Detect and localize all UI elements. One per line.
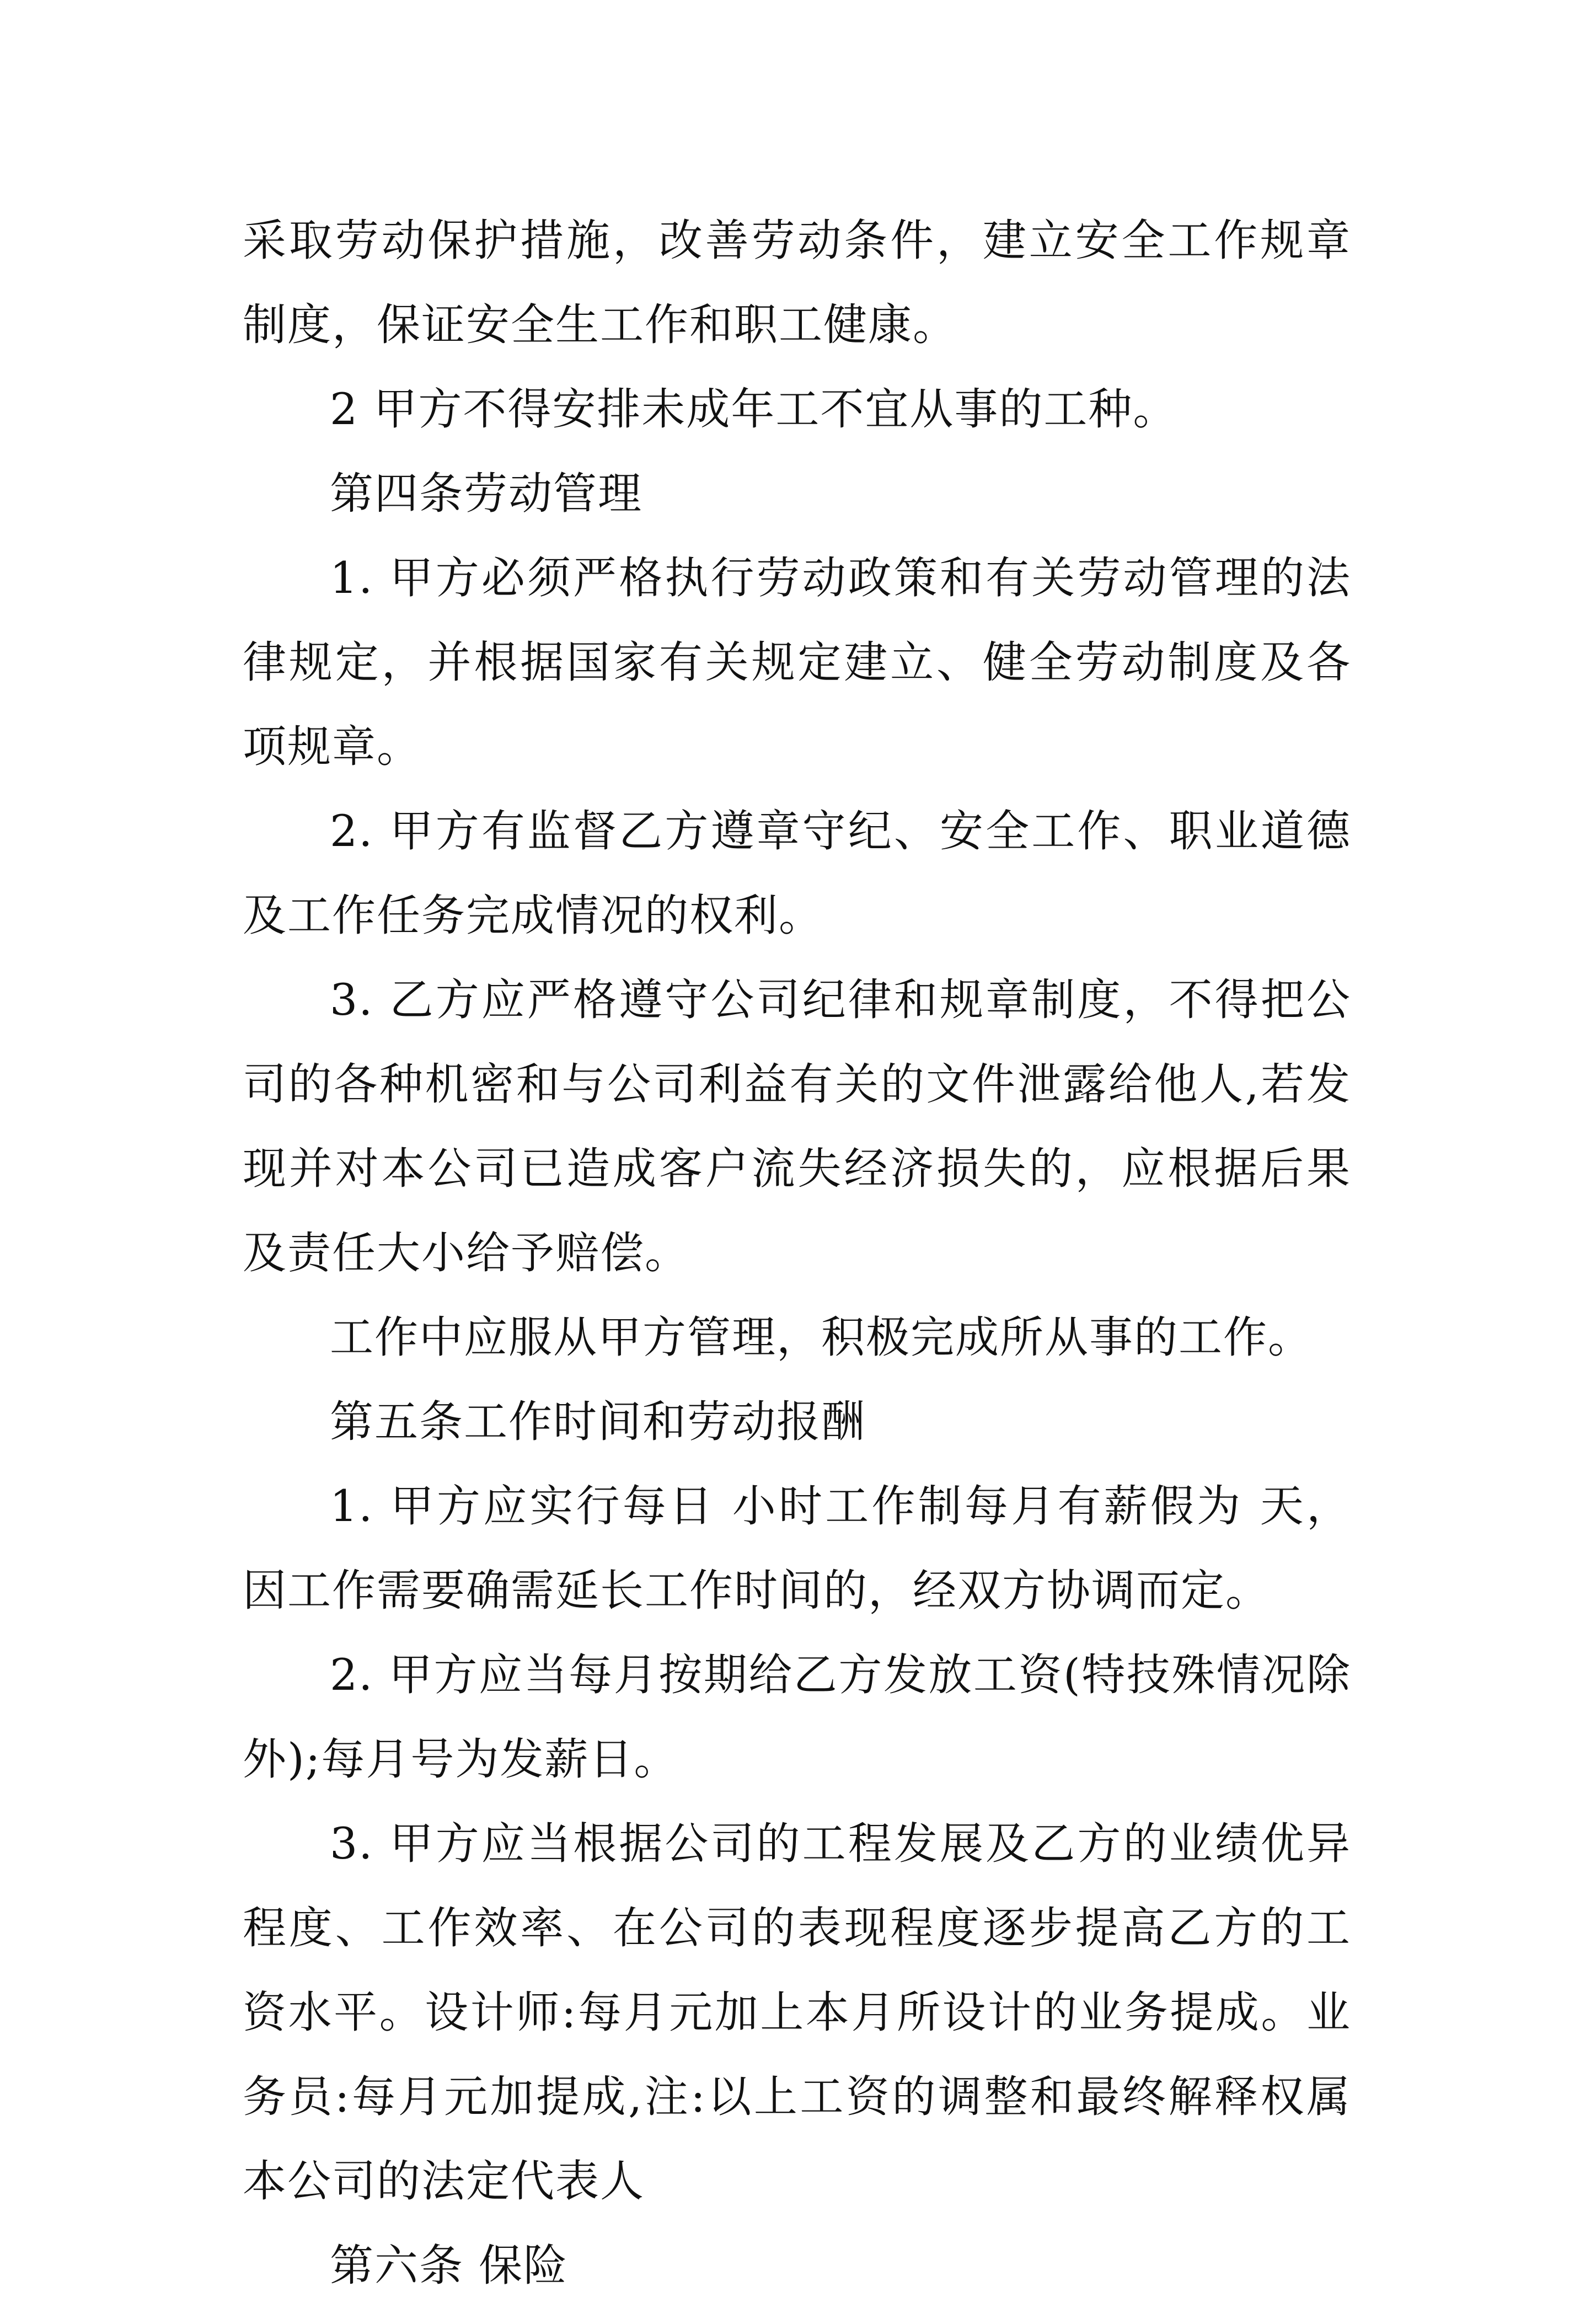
section-heading-6: 第六条 保险: [330, 2240, 569, 2291]
paragraph-4-1: 1. 甲方必须严格执行劳动政策和有关劳动管理的法律规定，并根据国家有关规定建立、健全劳动制度及各项规章。: [243, 553, 1351, 772]
section-heading-4: 第四条劳动管理: [330, 468, 642, 519]
paragraph-4-2: 2. 甲方有监督乙方遵章守纪、安全工作、职业道德及工作任务完成情况的权利。: [243, 806, 1351, 941]
section-heading-5: 第五条工作时间和劳动报酬: [330, 1396, 866, 1447]
paragraph-4-note: 工作中应服从甲方管理，积极完成所从事的工作。: [330, 1312, 1313, 1363]
paragraph-5-2: 2. 甲方应当每月按期给乙方发放工资(特技殊情况除外);每月号为发薪日。: [243, 1650, 1351, 1785]
paragraph-5-1: 1. 甲方应实行每日 小时工作制每月有薪假为 天，因工作需要确需延长工作时间的，经双方协调而定。: [243, 1481, 1351, 1616]
paragraph-5-3: 3. 甲方应当根据公司的工程发展及乙方的业绩优异程度、工作效率、在公司的表现程度逐步提高乙方的工资水平。设计师:每月元加上本月所设计的业务提成。业务员:每月元加提成,注:以上工资的调整和最终解释权属本公司的法定代表人: [243, 1818, 1351, 2207]
paragraph-4-3: 3. 乙方应严格遵守公司纪律和规章制度，不得把公司的各种机密和与公司利益有关的文件泄露给他人,若发现并对本公司已造成客户流失经济损失的，应根据后果及责任大小给予赔偿。: [243, 974, 1351, 1278]
paragraph-1: 采取劳动保护措施，改善劳动条件，建立安全工作规章制度，保证安全生工作和职工健康。: [243, 215, 1351, 350]
paragraph-2: 2 甲方不得安排未成年工不宜从事的工种。: [330, 384, 1178, 435]
document-body: [243, 199, 1351, 2308]
